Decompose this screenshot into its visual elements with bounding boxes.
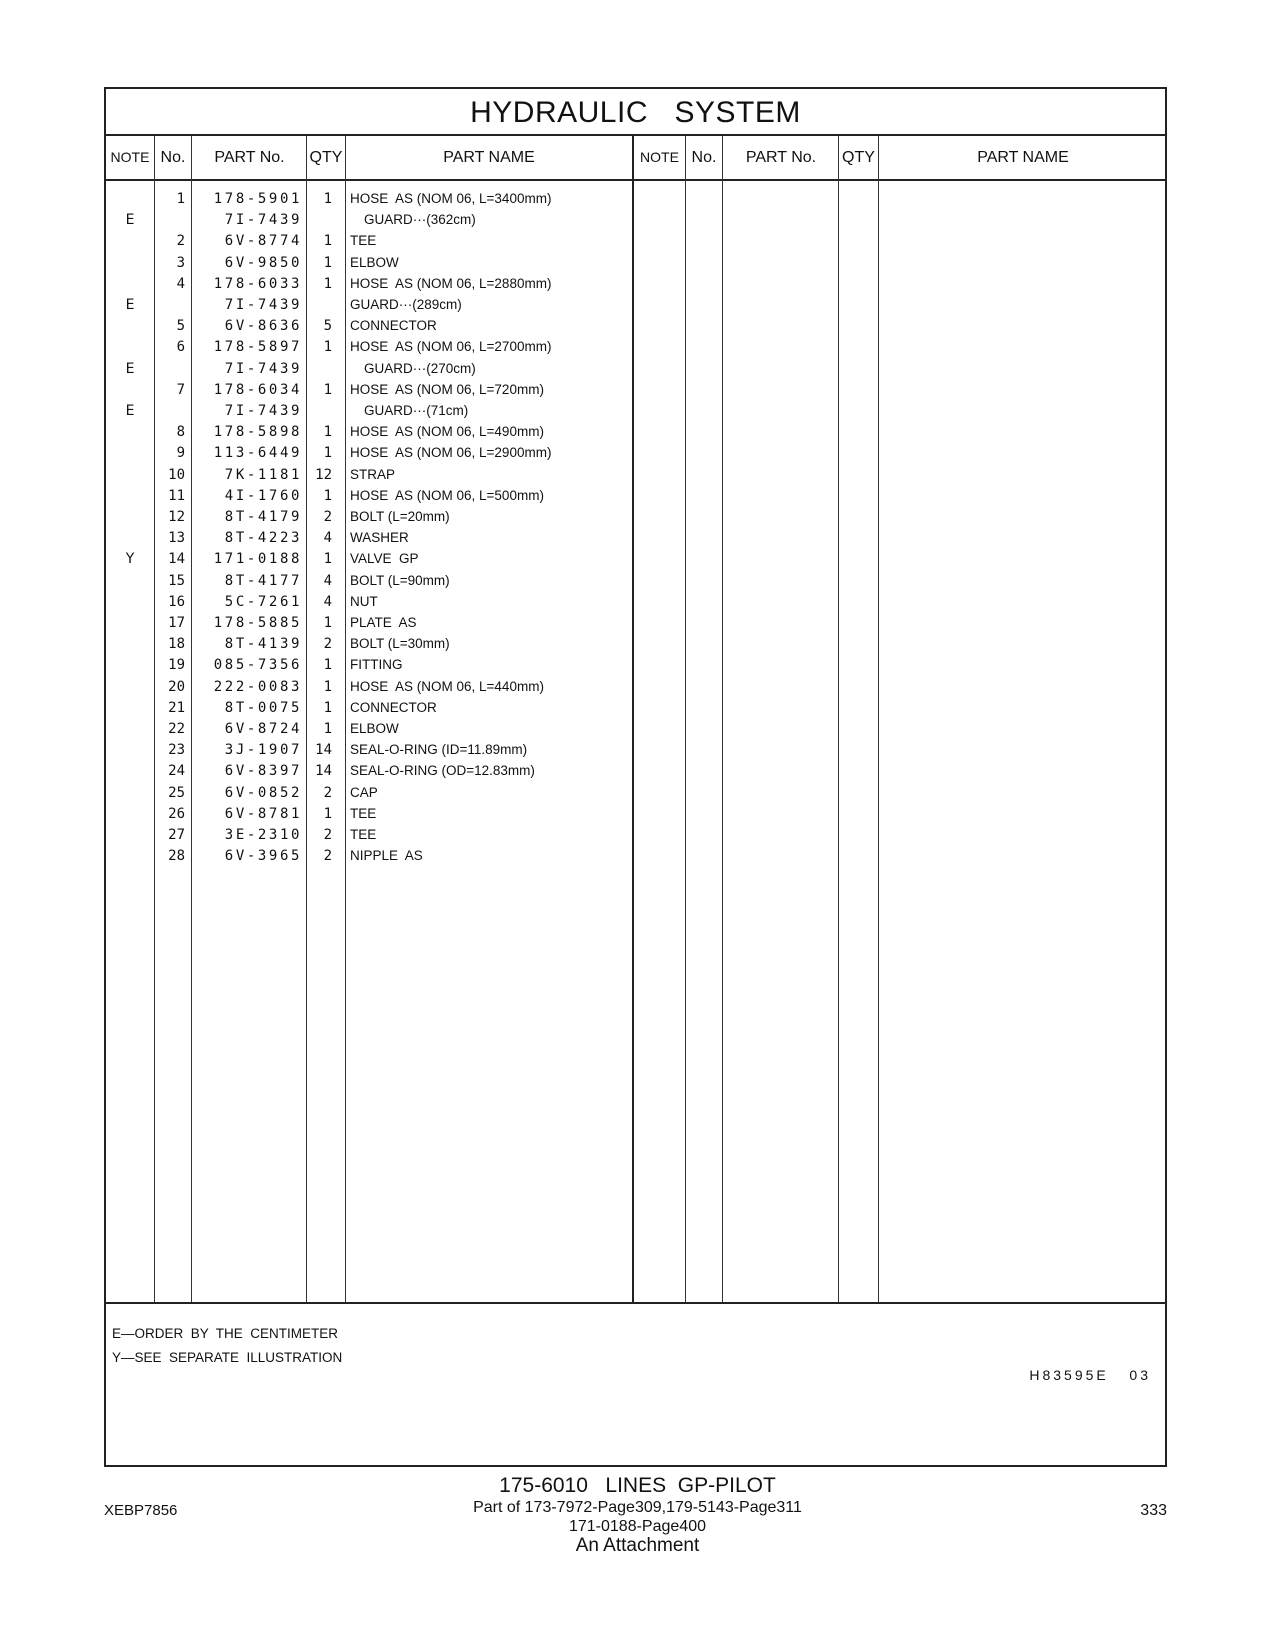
caption-page-ref: 171-0188-Page400: [568, 1518, 706, 1535]
table-row: [106, 339, 636, 361]
row-part-name: CONNECTOR: [350, 699, 437, 715]
row-part-name: GUARD···(270cm): [364, 360, 476, 376]
header-part-no-left: PART No.: [214, 149, 285, 166]
row-part-name: WASHER: [350, 530, 409, 546]
row-item-number: 24: [168, 763, 185, 780]
row-part-name: SEAL-O-RING (ID=11.89mm): [350, 742, 528, 758]
row-quantity: 1: [323, 657, 332, 674]
table-row: [106, 551, 636, 573]
row-part-name: HOSE AS (NOM 06, L=3400mm): [350, 191, 552, 206]
row-item-number: 9: [176, 445, 185, 462]
row-quantity: 2: [323, 848, 332, 865]
illustration-code: H83595E 03: [1029, 1367, 1151, 1383]
row-part-name: HOSE AS (NOM 06, L=440mm): [350, 678, 544, 694]
table-row: [106, 636, 636, 658]
table-row: [106, 657, 636, 679]
row-note: E: [125, 212, 135, 229]
row-quantity: 1: [323, 487, 332, 504]
row-part-name: CAP: [350, 784, 378, 800]
row-part-name: FITTING: [350, 657, 403, 673]
row-item-number: 11: [168, 487, 185, 504]
row-part-number: 3J-1907: [224, 742, 302, 759]
row-note: Y: [125, 551, 135, 568]
row-quantity: 4: [323, 593, 332, 610]
row-item-number: 28: [168, 848, 185, 865]
row-quantity: 1: [323, 424, 332, 441]
table-row: [106, 806, 636, 828]
row-part-number: 6V-8724: [224, 721, 302, 737]
table-row: [106, 763, 636, 785]
table-row: [106, 191, 636, 213]
row-quantity: 4: [323, 572, 332, 589]
row-part-name: PLATE AS: [350, 615, 417, 630]
row-part-number: 6V-9850: [224, 254, 302, 271]
row-part-number: 4I-1760: [224, 487, 302, 504]
header-part-no-right: PART No.: [745, 149, 817, 166]
column-divider: [685, 136, 686, 1302]
header-note-right: NOTE: [640, 149, 679, 165]
row-part-name: HOSE AS (NOM 06, L=2900mm): [350, 445, 552, 461]
row-item-number: 5: [176, 318, 185, 335]
column-divider: [838, 136, 839, 1302]
row-quantity: 14: [315, 742, 332, 759]
row-quantity: 1: [323, 551, 332, 568]
row-part-name: STRAP: [350, 466, 396, 482]
row-part-number: 8T-4179: [224, 509, 302, 525]
row-item-number: 27: [168, 827, 185, 843]
table-row: [106, 467, 636, 489]
row-item-number: 1: [176, 191, 185, 207]
table-row: [106, 827, 636, 849]
row-part-number: 178-5898: [213, 424, 302, 441]
row-part-name: BOLT (L=90mm): [350, 572, 450, 588]
header-no-right: No.: [691, 149, 717, 166]
table-row: [106, 679, 636, 701]
header-qty-right: QTY: [842, 149, 875, 166]
row-quantity: 1: [323, 275, 332, 292]
row-item-number: 18: [168, 636, 185, 653]
row-part-name: ELBOW: [350, 254, 399, 270]
row-part-number: 178-5901: [213, 191, 302, 207]
row-part-name: HOSE AS (NOM 06, L=500mm): [350, 487, 544, 503]
table-header: [106, 136, 1165, 181]
notes-divider: [106, 1302, 1165, 1304]
row-quantity: 1: [323, 254, 332, 271]
row-item-number: 19: [168, 657, 185, 674]
row-part-number: 8T-0075: [224, 699, 302, 716]
row-part-number: 6V-3965: [224, 848, 302, 865]
page-number: 333: [1140, 1502, 1167, 1519]
caption-group-title: 175-6010 LINES GP-PILOT: [499, 1474, 776, 1497]
row-quantity: 4: [323, 530, 332, 547]
row-part-name: GUARD···(289cm): [350, 297, 462, 312]
column-divider: [722, 136, 723, 1302]
row-quantity: 2: [323, 827, 332, 843]
table-row: [106, 742, 636, 764]
document-id: XEBP7856: [104, 1502, 178, 1519]
row-quantity: 5: [323, 318, 332, 335]
row-part-name: SEAL-O-RING (OD=12.83mm): [350, 763, 535, 779]
row-part-number: 171-0188: [213, 551, 302, 568]
row-part-name: TEE: [350, 805, 377, 821]
row-item-number: 21: [168, 699, 185, 716]
row-part-name: NUT: [350, 593, 378, 609]
table-row: [106, 361, 636, 383]
note-y-legend: Y—SEE SEPARATE ILLUSTRATION: [112, 1350, 343, 1365]
table-row: [106, 212, 636, 234]
row-part-number: 3E-2310: [224, 827, 302, 843]
row-item-number: 17: [168, 615, 185, 631]
row-item-number: 20: [168, 678, 185, 695]
table-row: [106, 318, 636, 340]
row-part-name: HOSE AS (NOM 06, L=720mm): [350, 381, 544, 397]
table-row: [106, 233, 636, 255]
row-part-name: ELBOW: [350, 721, 399, 736]
table-row: [106, 721, 636, 743]
table-row: [106, 573, 636, 595]
row-part-number: 8T-4177: [224, 572, 302, 589]
row-part-name: TEE: [350, 827, 377, 842]
row-part-number: 7I-7439: [224, 403, 302, 419]
row-part-number: 6V-0852: [224, 784, 302, 801]
note-e-legend: E—ORDER BY THE CENTIMETER: [112, 1326, 339, 1341]
row-quantity: 1: [323, 233, 332, 250]
table-row: [106, 848, 636, 870]
row-part-number: 178-6033: [213, 275, 302, 292]
row-quantity: 1: [323, 339, 332, 356]
row-item-number: 7: [176, 381, 185, 398]
row-item-number: 15: [168, 572, 185, 589]
row-quantity: 1: [323, 445, 332, 462]
table-row: [106, 382, 636, 404]
row-quantity: 1: [323, 721, 332, 737]
row-item-number: 26: [168, 805, 185, 822]
row-item-number: 3: [176, 254, 185, 271]
row-item-number: 12: [168, 509, 185, 525]
row-item-number: 22: [168, 721, 185, 737]
row-part-number: 6V-8397: [224, 763, 302, 780]
row-part-number: 178-6034: [213, 381, 302, 398]
row-item-number: 23: [168, 742, 185, 759]
caption-attachment: An Attachment: [575, 1535, 700, 1556]
row-quantity: 1: [323, 381, 332, 398]
row-quantity: 2: [323, 784, 332, 801]
row-item-number: 25: [168, 784, 185, 801]
row-quantity: 12: [315, 466, 332, 483]
column-divider: [878, 136, 879, 1302]
row-part-number: 6V-8636: [224, 318, 302, 335]
table-row: [106, 424, 636, 446]
row-item-number: 13: [168, 530, 185, 547]
row-part-name: GUARD···(71cm): [364, 403, 469, 418]
row-part-number: 085-7356: [213, 657, 302, 674]
row-part-name: BOLT (L=20mm): [350, 509, 450, 524]
header-part-name-right: PART NAME: [977, 149, 1069, 166]
row-part-number: 6V-8781: [224, 805, 302, 822]
row-item-number: 8: [176, 424, 185, 441]
row-part-name: TEE: [350, 233, 377, 249]
header-qty-left: QTY: [309, 149, 343, 166]
row-part-number: 222-0083: [213, 678, 302, 695]
table-row: [106, 255, 636, 277]
parts-table-frame: [104, 87, 1167, 1467]
row-note: E: [125, 403, 135, 419]
table-row: [106, 700, 636, 722]
row-item-number: 4: [176, 275, 185, 292]
table-row: [106, 615, 636, 637]
row-part-number: 178-5897: [213, 339, 302, 356]
row-part-number: 8T-4223: [224, 530, 302, 547]
table-row: [106, 785, 636, 807]
row-item-number: 16: [168, 593, 185, 610]
row-part-number: 113-6449: [213, 445, 302, 462]
table-row: [106, 403, 636, 425]
row-part-number: 8T-4139: [224, 636, 302, 653]
row-part-name: BOLT (L=30mm): [350, 636, 450, 652]
row-quantity: 2: [323, 636, 332, 653]
row-part-number: 7I-7439: [224, 360, 302, 377]
row-part-number: 6V-8774: [224, 233, 302, 250]
row-quantity: 1: [323, 678, 332, 695]
table-row: [106, 445, 636, 467]
row-note: E: [125, 297, 135, 313]
row-part-name: HOSE AS (NOM 06, L=490mm): [350, 424, 544, 440]
page-title: HYDRAULIC SYSTEM: [106, 89, 1165, 136]
header-note-left: NOTE: [110, 149, 150, 165]
row-quantity: 14: [315, 763, 332, 780]
table-row: [106, 530, 636, 552]
row-quantity: 1: [323, 805, 332, 822]
row-item-number: 6: [176, 339, 185, 356]
row-part-number: 7I-7439: [224, 212, 302, 229]
row-quantity: 1: [323, 699, 332, 716]
table-row: [106, 594, 636, 616]
table-row: [106, 297, 636, 319]
row-quantity: 2: [323, 509, 332, 525]
row-part-number: 5C-7261: [224, 593, 302, 610]
row-part-name: CONNECTOR: [350, 318, 437, 334]
row-part-name: NIPPLE AS: [350, 848, 423, 864]
row-item-number: 2: [176, 233, 185, 250]
row-quantity: 1: [323, 615, 332, 631]
row-part-name: GUARD···(362cm): [364, 212, 476, 228]
row-part-number: 178-5885: [213, 615, 302, 631]
row-item-number: 10: [168, 466, 185, 483]
table-row: [106, 509, 636, 531]
row-note: E: [125, 360, 135, 377]
row-part-name: HOSE AS (NOM 06, L=2700mm): [350, 339, 552, 355]
caption-part-of: Part of 173-7972-Page309,179-5143-Page311: [473, 1499, 802, 1516]
row-part-name: HOSE AS (NOM 06, L=2880mm): [350, 275, 552, 291]
row-part-number: 7I-7439: [224, 297, 302, 313]
row-item-number: 14: [168, 551, 185, 568]
table-row: [106, 488, 636, 510]
table-row: [106, 276, 636, 298]
header-no-left: No.: [160, 149, 186, 166]
row-quantity: 1: [323, 191, 332, 207]
header-part-name-left: PART NAME: [443, 149, 535, 166]
row-part-number: 7K-1181: [224, 466, 302, 483]
row-part-name: VALVE GP: [350, 551, 419, 567]
